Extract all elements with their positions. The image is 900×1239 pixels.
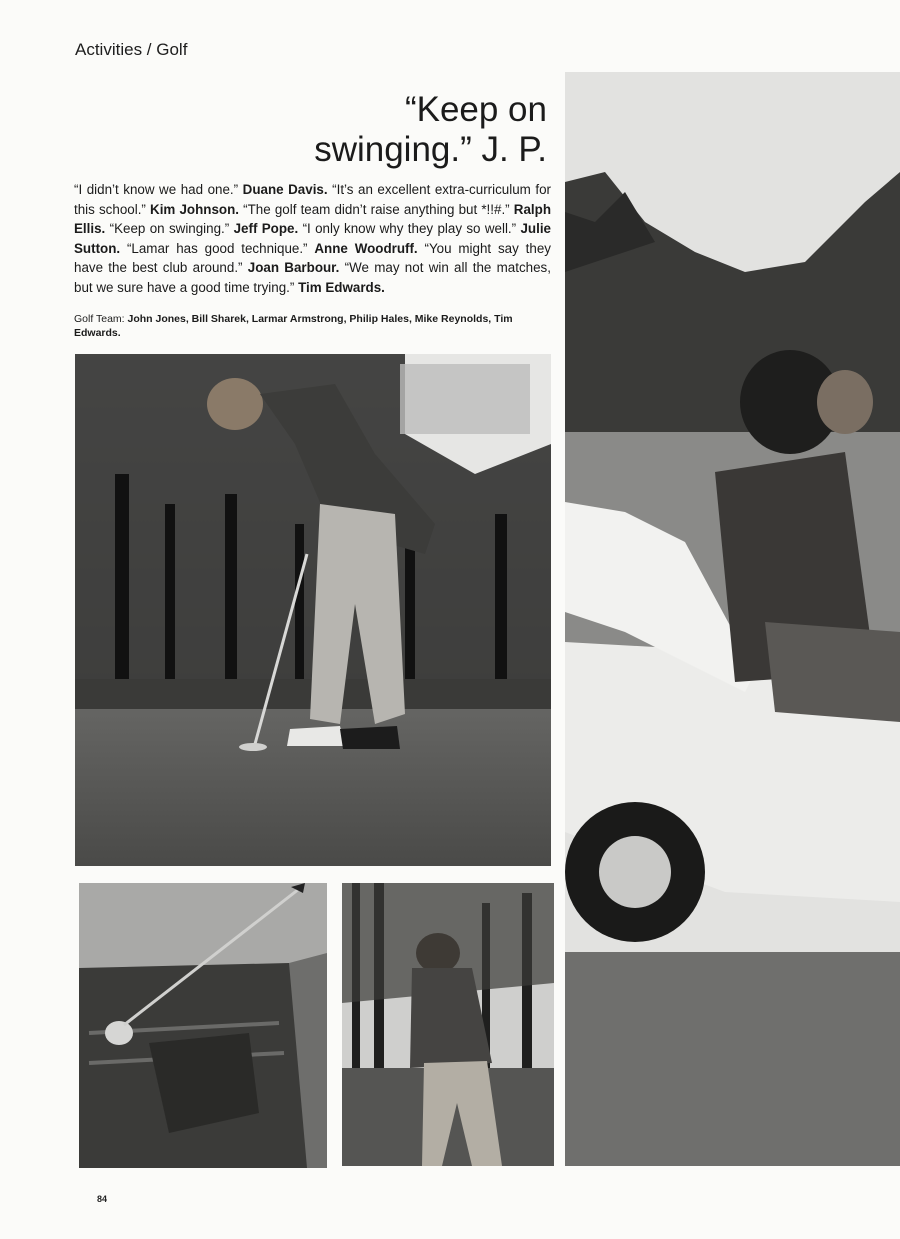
photo-golfer-bunker bbox=[79, 883, 327, 1168]
headline-line-2: swinging.” J. P. bbox=[314, 130, 547, 169]
section-label: Activities / Golf bbox=[75, 40, 188, 59]
headline-line-1: “Keep on bbox=[404, 90, 547, 129]
quote-text: “The golf team didn’t raise anything but *!!#.” bbox=[243, 201, 510, 217]
quote-text: “We may not win all the matches, but we sure have a good time trying.” bbox=[74, 260, 551, 295]
golf-team-roster bbox=[74, 312, 551, 340]
quote-author: Duane Davis. bbox=[242, 182, 328, 197]
quote-author: Kim Johnson. bbox=[150, 201, 239, 217]
quote-author: Ralph Ellis. bbox=[74, 201, 551, 237]
quote-text: “I only know why they play so well.” bbox=[302, 221, 517, 237]
roster-label: Golf Team: bbox=[74, 313, 125, 325]
photo-golfer-putting bbox=[75, 354, 551, 866]
quote-author: Joan Barbour. bbox=[247, 260, 340, 276]
quote-text: “Lamar has good technique.” bbox=[126, 240, 308, 256]
page-number: 84 bbox=[97, 1194, 108, 1204]
quote-text: “You might say they have the best club around.” bbox=[74, 240, 551, 276]
headline bbox=[250, 90, 547, 170]
quotes-paragraph bbox=[74, 180, 551, 298]
photo-golfer-swing bbox=[342, 883, 554, 1166]
photo-golf-cart bbox=[565, 72, 900, 1166]
quote-author: Jeff Pope. bbox=[233, 221, 299, 237]
quote-text: “Keep on swinging.” bbox=[109, 221, 230, 237]
quote-author: Anne Woodruff. bbox=[314, 240, 418, 256]
quote-text: “I didn’t know we had one.” bbox=[74, 182, 239, 197]
quote-author: Julie Sutton. bbox=[74, 221, 551, 256]
quote-text: “It’s an excellent extra-curriculum for this school.” bbox=[74, 182, 551, 217]
roster-members: John Jones, Bill Sharek, Larmar Armstrong, Philip Hales, Mike Reynolds, Tim Edwards. bbox=[74, 313, 513, 339]
quote-author: Tim Edwards. bbox=[298, 279, 385, 295]
